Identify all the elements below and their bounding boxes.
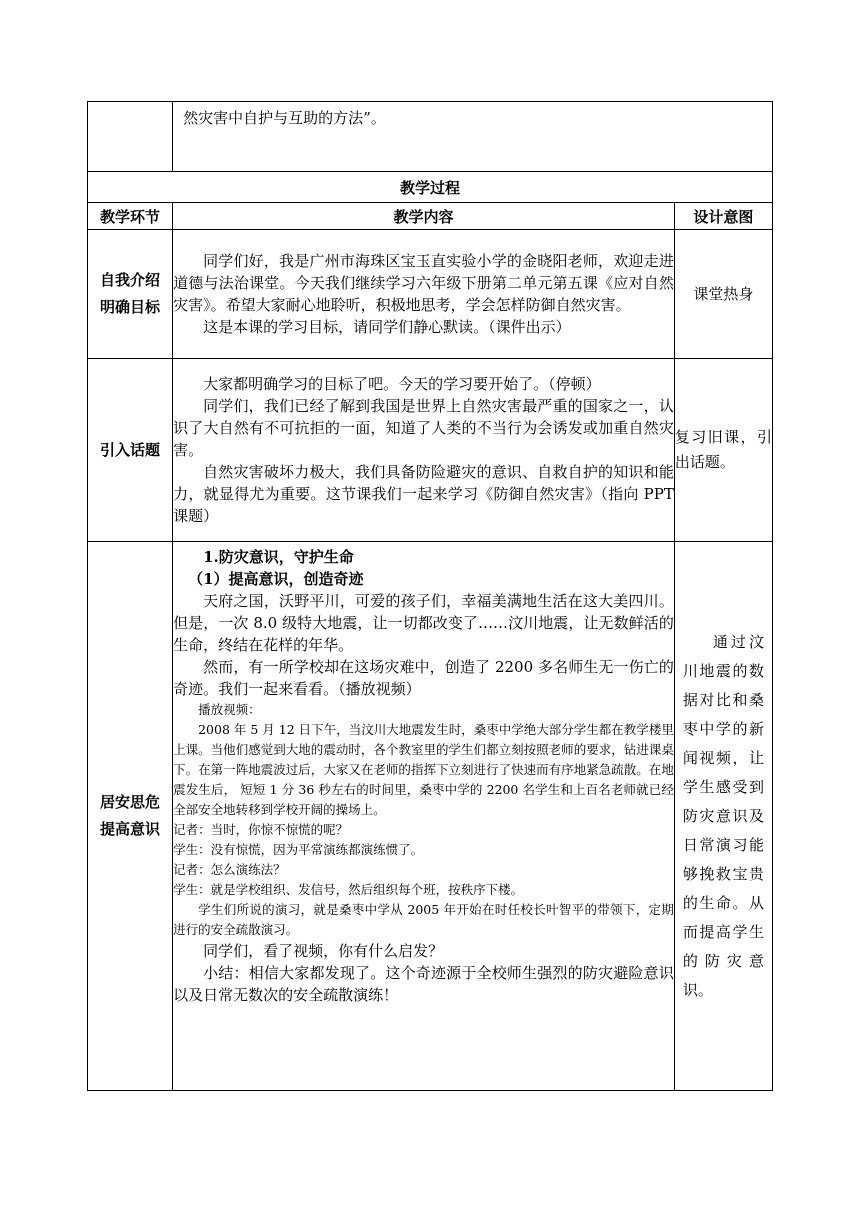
- content-paragraph: 这是本课的学习目标，请同学们静心默读。（课件出示）: [203, 318, 571, 336]
- subsection-heading: （1）提高意识，创造奇迹: [188, 570, 364, 588]
- content-paragraph: 天府之国，沃野平川，可爱的孩子们，幸福美满地生活在这大美四川。但是，一次 8.0 级特大地震，让一切都改变了……汶川地震，让无数鲜活的生命，终结在花样的年华。: [173, 592, 674, 654]
- video-label: 播放视频：: [198, 702, 261, 717]
- dialog-line: 学生：没有惊慌，因为平常演练都演练惯了。: [173, 842, 424, 857]
- content-paragraph: 同学们，看了视频，你有什么启发？: [203, 942, 444, 960]
- section-title-row: [88, 172, 773, 203]
- content-cell: [173, 359, 675, 542]
- table-row: [88, 542, 773, 1091]
- stage-cell: [88, 359, 173, 542]
- stage-label: 引入话题: [100, 440, 161, 459]
- header-content: 教学内容: [173, 203, 675, 230]
- video-transcript: 2008 年 5 月 12 日下午，当汶川大地震发生时，桑枣中学绝大部分学生都在教学楼里上课。当他们感觉到大地的震动时，各个教室里的学生们都立刻按照老师的要求，钻进课桌下。在第一阵地震波过后，大家又在老师的指挥下立刻进行了快速而有序地紧急疏散。在地震发生后， 短短 1 分 36 秒左右的时间里，桑枣中学的 2200 名学生和上百名老师就已经全部安全地转移到学校开阔的操场上。: [173, 722, 674, 817]
- content-cell: [173, 542, 675, 1091]
- stage-cell: [88, 230, 173, 359]
- stage-label: 提高意识: [100, 820, 161, 838]
- section-title: 教学过程: [88, 172, 773, 203]
- lesson-plan-table: [87, 101, 773, 1091]
- continuation-stage-cell: [88, 102, 173, 172]
- intent-cell: 复习旧课，引出话题。: [674, 359, 772, 542]
- stage-label: 居安思危: [100, 793, 161, 811]
- content-paragraph: 自然灾害破坏力极大，我们具备防险避灾的意识、自救自护的知识和能力，就显得尤为重要。这节课我们一起来学习《防御自然灾害》（指向 PPT 课题）: [173, 463, 674, 525]
- header-row: [88, 203, 773, 230]
- dialog-line: 记者：当时，你惊不惊慌的呢？: [173, 822, 349, 837]
- continuation-row: [88, 102, 773, 172]
- continuation-text: 然灾害中自护与互助的方法”。: [183, 109, 386, 127]
- content-paragraph: 大家都明确学习的目标了吧。今天的学习要开始了。（停顿）: [203, 375, 601, 393]
- content-paragraph: 小结：相信大家都发现了。这个奇迹源于全校师生强烈的防灾避险意识以及日常无数次的安全疏散演练！: [173, 964, 674, 1004]
- content-paragraph: 然而，有一所学校却在这场灾难中，创造了 2200 多名师生无一伤亡的奇迹。我们一起来看看。（播放视频）: [173, 658, 674, 698]
- intent-cell: 通过汶川地震的数据对比和桑枣中学的新闻视频，让学生感受到防灾意识及日常演习能够挽救宝贵的生命。从而提高学生的防灾意识。: [674, 542, 772, 1091]
- stage-label: 明确目标: [100, 298, 161, 316]
- table-row: [88, 359, 773, 542]
- intent-cell: 课堂热身: [674, 230, 772, 359]
- stage-label: 自我介绍: [100, 271, 161, 289]
- continuation-content-cell: [173, 102, 773, 172]
- dialog-line: 学生：就是学校组织、发信号，然后组织每个班，按秩序下楼。: [173, 882, 524, 897]
- header-intent: 设计意图: [674, 203, 772, 230]
- content-cell: [173, 230, 675, 359]
- content-paragraph: 同学们，我们已经了解到我国是世界上自然灾害最严重的国家之一，认识了大自然有不可抗拒的一面，知道了人类的不当行为会诱发或加重自然灾害。: [173, 397, 674, 459]
- section-heading: 1.防灾意识，守护生命: [203, 548, 354, 566]
- dialog-line: 记者：怎么演练法？: [173, 862, 286, 877]
- header-stage: 教学环节: [88, 203, 173, 230]
- video-note: 学生们所说的演习，就是桑枣中学从 2005 年开始在时任校长叶智平的带领下，定期进行的安全疏散演习。: [173, 902, 674, 937]
- table-row: [88, 230, 773, 359]
- stage-cell: [88, 542, 173, 1091]
- content-paragraph: 同学们好，我是广州市海珠区宝玉直实验小学的金晓阳老师，欢迎走进道德与法治课堂。今天我们继续学习六年级下册第二单元第五课《应对自然灾害》。希望大家耐心地聆听，积极地思考，学会怎样防御自然灾害。: [173, 252, 674, 314]
